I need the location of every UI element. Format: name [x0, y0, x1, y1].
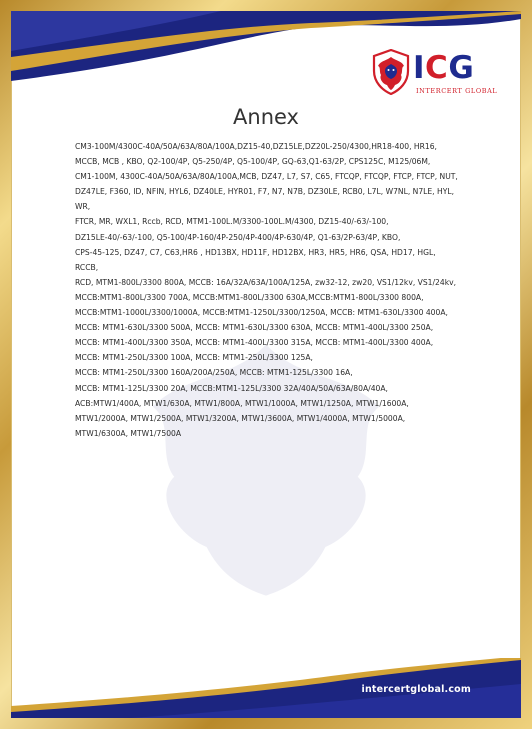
footer-website-link[interactable]: intercertglobal.com: [361, 684, 471, 695]
page-title: Annex: [233, 105, 299, 129]
logo-wordmark: ICG: [413, 50, 475, 86]
lion-shield-icon: [371, 49, 411, 95]
icg-logo: [371, 49, 498, 109]
document-sheet: [11, 11, 521, 718]
annex-product-list: CM3-100M/4300C-40A/50A/63A/80A/100A,DZ15-40,DZ15LE,DZ20L-250/4300,HR18-400, HR16, MCCB, MCB , KBO, Q2-100/4P, Q5-250/4P, Q5-100/4P, GQ-63,Q1-63/2P, CPS125C, M125/06M, CM1-100M, 4300C-40A/50A/63A/80A/100A,MCB, DZ47, L7, S7, C65, FTCQP, FTCQP, FTCP, FTCP, NUT, DZ47LE, F360, ID, NFIN, HYL6, DZ40LE, HYR01, F7, N7, N7B, DZ30LE, RCB0, L7L, W7NL, N7LE, HYL, WR, FTCR, MR, WXL1, Rccb, RCD, MTM1-100L.M/3300-100L.M/4300, DZ15-40/-63/-100, DZ15LE-40/-63/-100, Q5-100/4P-160/4P-250/4P-400/4P-630/4P, Q1-63/2P-63/4P, KBO, CPS-45-125, DZ47, C7, C63,HR6 , HD13BX, HD11F, HD12BX, HR3, HR5, HR6, QSA, HD17, HGL, RCCB, RCD, MTM1-800L/3300 800A, MCCB: 16A/32A/63A/100A/125A, zw32-12, zw20, VS1/12kv, VS1/24kv, MCCB:MTM1-800L/3300 700A, MCCB:MTM1-800L/3300 630A,MCCB:MTM1-800L/3300 800A, MCCB:MTM1-1000L/3300/1000A, MCCB:MTM1-1250L/3300/1250A, MCCB: MTM1-630L/3300 400A, MCCB: MTM1-630L/3300 500A, MCCB: MTM1-630L/3300 630A, MCCB: MTM1-400L/3300 250A, MCCB: MTM1-400L/3300 350A, MCCB: MTM1-400L/3300 315A, MCCB: MTM1-400L/3300 400A, MCCB: MTM1-250L/3300 100A, MCCB: MTM1-250L/3300 125A, MCCB: MTM1-250L/3300 160A/200A/250A, MCCB: MTM1-125L/3300 16A, MCCB: MTM1-125L/3300 20A, MCCB:MTM1-125L/3300 32A/40A/50A/63A/80A/40A, ACB:MTW1/400A, MTW1/630A, MTW1/800A, MTW1/1000A, MTW1/1250A, MTW1/1600A, MTW1/2000A, MTW1/2500A, MTW1/3200A, MTW1/3600A, MTW1/4000A, MTW1/5000A, MTW1/6300A, MTW1/7500A: [75, 142, 458, 438]
logo-subtitle: INTERCERT GLOBAL: [416, 87, 498, 95]
